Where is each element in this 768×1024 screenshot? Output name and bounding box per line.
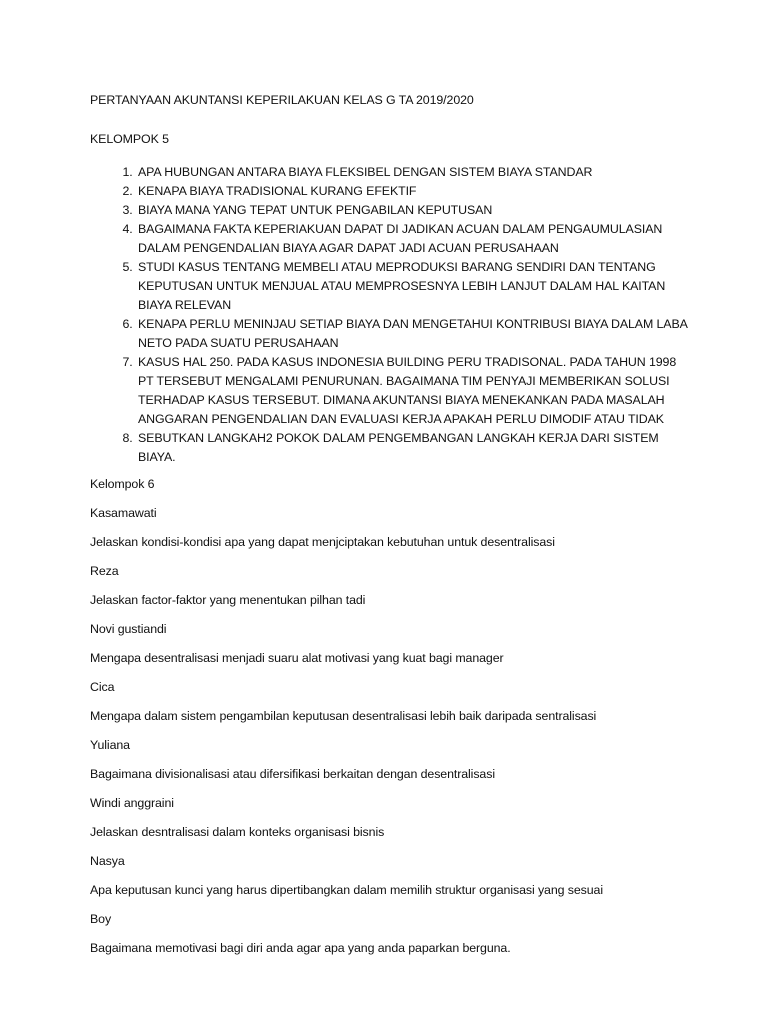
member-question: Bagaimana memotivasi bagi diri anda agar apa yang anda paparkan berguna. [90, 941, 511, 955]
member-question: Apa keputusan kunci yang harus dipertibangkan dalam memilih struktur organisasi yang sesuai [90, 883, 603, 897]
member-question: Mengapa dalam sistem pengambilan keputusan desentralisasi lebih baik daripada sentralisasi [90, 709, 597, 723]
question-item: 4. BAGAIMANA FAKTA KEPERIAKUAN DAPAT DI JADIKAN ACUAN DALAM PENGAUMULASIAN DALAM PENGENDALIAN BIAYA AGAR DAPAT JADI ACUAN PERUSAHAAN [136, 220, 690, 258]
document-body [90, 91, 690, 968]
document-title: PERTANYAAN AKUNTANSI KEPERILAKUAN KELAS G TA 2019/2020 [90, 93, 474, 107]
member-name: Cica [90, 680, 115, 694]
member-question: Bagaimana divisionalisasi atau difersifikasi berkaitan dengan desentralisasi [90, 767, 495, 781]
member-question: Mengapa desentralisasi menjadi suaru alat motivasi yang kuat bagi manager [90, 651, 504, 665]
member-name: Kasamawati [90, 506, 157, 520]
member-name: Boy [90, 912, 112, 926]
question-item: 7. KASUS HAL 250. PADA KASUS INDONESIA BUILDING PERU TRADISONAL. PADA TAHUN 1998 PT TERSEBUT MENGALAMI PENURUNAN. BAGAIMANA TIM PENYAJI MEMBERIKAN SOLUSI TERHADAP KASUS TERSEBUT. DIMANA AKUNTANSI BIAYA MENEKANKAN PADA MASALAH ANGGARAN PENGENDALIAN DAN EVALUASI KERJA APAKAH PERLU DIMODIF ATAU TIDAK [136, 353, 690, 429]
member-question: Jelaskan desntralisasi dalam konteks organisasi bisnis [90, 825, 385, 839]
group-6-heading: Kelompok 6 [90, 477, 155, 491]
group-5-heading: KELOMPOK 5 [90, 132, 169, 146]
question-item: 6. KENAPA PERLU MENINJAU SETIAP BIAYA DAN MENGETAHUI KONTRIBUSI BIAYA DALAM LABA NETO PADA SUATU PERUSAHAAN [136, 315, 690, 353]
group-6-section [90, 475, 690, 958]
member-question: Jelaskan factor-faktor yang menentukan pilhan tadi [90, 593, 366, 607]
group-5-question-list [90, 163, 690, 467]
question-item: 2. KENAPA BIAYA TRADISIONAL KURANG EFEKTIF [136, 182, 690, 201]
member-question: Jelaskan kondisi-kondisi apa yang dapat menjciptakan kebutuhan untuk desentralisasi [90, 535, 555, 549]
question-item: 5. STUDI KASUS TENTANG MEMBELI ATAU MEPRODUKSI BARANG SENDIRI DAN TENTANG KEPUTUSAN UNTUK MENJUAL ATAU MEMPROSESNYA LEBIH LANJUT DALAM HAL KAITAN BIAYA RELEVAN [136, 258, 690, 315]
question-item: 8. SEBUTKAN LANGKAH2 POKOK DALAM PENGEMBANGAN LANGKAH KERJA DARI SISTEM BIAYA. [136, 429, 690, 467]
question-item: 1. APA HUBUNGAN ANTARA BIAYA FLEKSIBEL DENGAN SISTEM BIAYA STANDAR [136, 163, 690, 182]
member-name: Windi anggraini [90, 796, 174, 810]
member-name: Reza [90, 564, 119, 578]
member-name: Novi gustiandi [90, 622, 167, 636]
question-item: 3. BIAYA MANA YANG TEPAT UNTUK PENGABILAN KEPUTUSAN [136, 201, 690, 220]
member-name: Nasya [90, 854, 125, 868]
member-name: Yuliana [90, 738, 130, 752]
